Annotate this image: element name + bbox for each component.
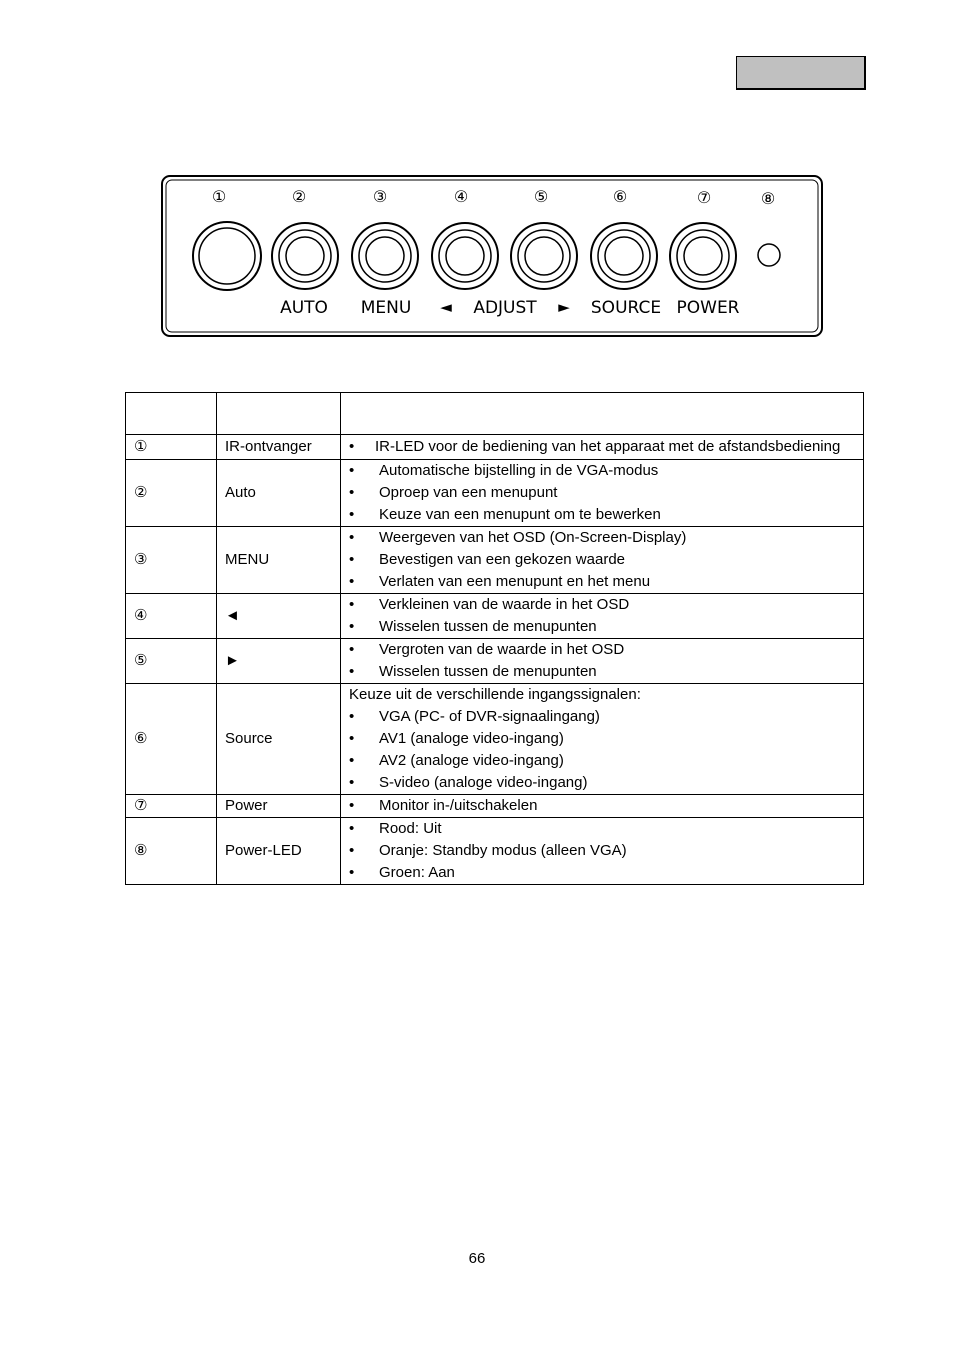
table-header-row — [126, 393, 864, 435]
row-name: IR-ontvanger — [217, 435, 341, 460]
table-row — [126, 527, 864, 594]
row-description — [341, 795, 864, 818]
table-row — [126, 795, 864, 818]
header-name — [217, 393, 341, 435]
header-description — [341, 393, 864, 435]
row-number: ⑥ — [126, 684, 217, 795]
panel-number-5: ⑤ — [533, 187, 549, 206]
list-item: • Weergeven van het OSD (On-Screen-Display) — [349, 527, 855, 549]
list-item: • AV2 (analoge video-ingang) — [349, 750, 855, 772]
language-tab-box — [736, 56, 866, 90]
row-name: Power-LED — [217, 818, 341, 885]
left-arrow-label: ◄ — [440, 298, 452, 316]
row-number: ⑦ — [126, 795, 217, 818]
list-item: • Oproep van een menupunt — [349, 482, 855, 504]
right-arrow-label: ► — [558, 298, 570, 316]
table-row — [126, 460, 864, 527]
row-name: ► — [217, 639, 341, 684]
adjust-left-button[interactable] — [432, 223, 498, 289]
row-description — [341, 527, 864, 594]
list-item: • Verlaten van een menupunt en het menu — [349, 571, 855, 593]
row-name: MENU — [217, 527, 341, 594]
power-label: POWER — [676, 298, 740, 318]
row-description — [341, 818, 864, 885]
description-text: IR-LED voor de bediening van het apparaat met de afstandsbediening — [375, 438, 841, 455]
adjust-right-button[interactable] — [511, 223, 577, 289]
list-item: • AV1 (analoge video-ingang) — [349, 728, 855, 750]
list-item: • Wisselen tussen de menupunten — [349, 661, 855, 683]
list-item: • VGA (PC- of DVR-signaalingang) — [349, 706, 855, 728]
list-item: • S-video (analoge video-ingang) — [349, 772, 855, 794]
row-description — [341, 639, 864, 684]
list-item: • Wisselen tussen de menupunten — [349, 616, 855, 638]
row-description — [341, 594, 864, 639]
auto-label: AUTO — [280, 298, 328, 318]
row-number: ③ — [126, 527, 217, 594]
list-item: • Bevestigen van een gekozen waarde — [349, 549, 855, 571]
table-row — [126, 639, 864, 684]
row-number: ① — [126, 435, 217, 460]
table-row — [126, 435, 864, 460]
power-led — [758, 244, 780, 266]
auto-button[interactable] — [272, 223, 338, 289]
row-number: ④ — [126, 594, 217, 639]
menu-label: MENU — [360, 298, 412, 318]
panel-number-1: ① — [211, 187, 227, 206]
row-name: Power — [217, 795, 341, 818]
panel-number-6: ⑥ — [612, 187, 628, 206]
row-number: ⑤ — [126, 639, 217, 684]
row-description — [341, 435, 864, 460]
list-item: • Verkleinen van de waarde in het OSD — [349, 594, 855, 616]
header-number — [126, 393, 217, 435]
list-item: • Keuze van een menupunt om te bewerken — [349, 504, 855, 526]
row-number: ② — [126, 460, 217, 527]
list-item: • Automatische bijstelling in de VGA-modus — [349, 460, 855, 482]
panel-number-7: ⑦ — [696, 188, 712, 207]
table-row — [126, 594, 864, 639]
power-button[interactable] — [670, 223, 736, 289]
table-row — [126, 818, 864, 885]
row-description — [341, 460, 864, 527]
single-bullet: • IR-LED voor de bediening van het apparaat met de afstandsbediening — [349, 438, 841, 455]
panel-number-3: ③ — [372, 187, 388, 206]
list-item: • Oranje: Standby modus (alleen VGA) — [349, 840, 855, 862]
description-intro: Keuze uit de verschillende ingangssignalen: — [349, 686, 641, 703]
page-number: 66 — [468, 1250, 486, 1267]
table-row — [126, 684, 864, 795]
panel-number-4: ④ — [453, 187, 469, 206]
controls-table — [125, 392, 864, 885]
row-description — [341, 684, 864, 795]
list-item: • Groen: Aan — [349, 862, 855, 884]
row-name: ◄ — [217, 594, 341, 639]
row-number: ⑧ — [126, 818, 217, 885]
list-item: • Rood: Uit — [349, 818, 855, 840]
source-button[interactable] — [591, 223, 657, 289]
panel-number-2: ② — [291, 187, 307, 206]
adjust-label: ADJUST — [473, 298, 537, 318]
menu-button[interactable] — [352, 223, 418, 289]
source-label: SOURCE — [590, 298, 662, 318]
list-item: • Monitor in-/uitschakelen — [349, 795, 855, 817]
panel-number-8: ⑧ — [760, 189, 776, 208]
list-item: • Vergroten van de waarde in het OSD — [349, 639, 855, 661]
front-panel-diagram — [160, 174, 824, 338]
row-name: Auto — [217, 460, 341, 527]
ir-receiver — [193, 222, 261, 290]
row-name: Source — [217, 684, 341, 795]
